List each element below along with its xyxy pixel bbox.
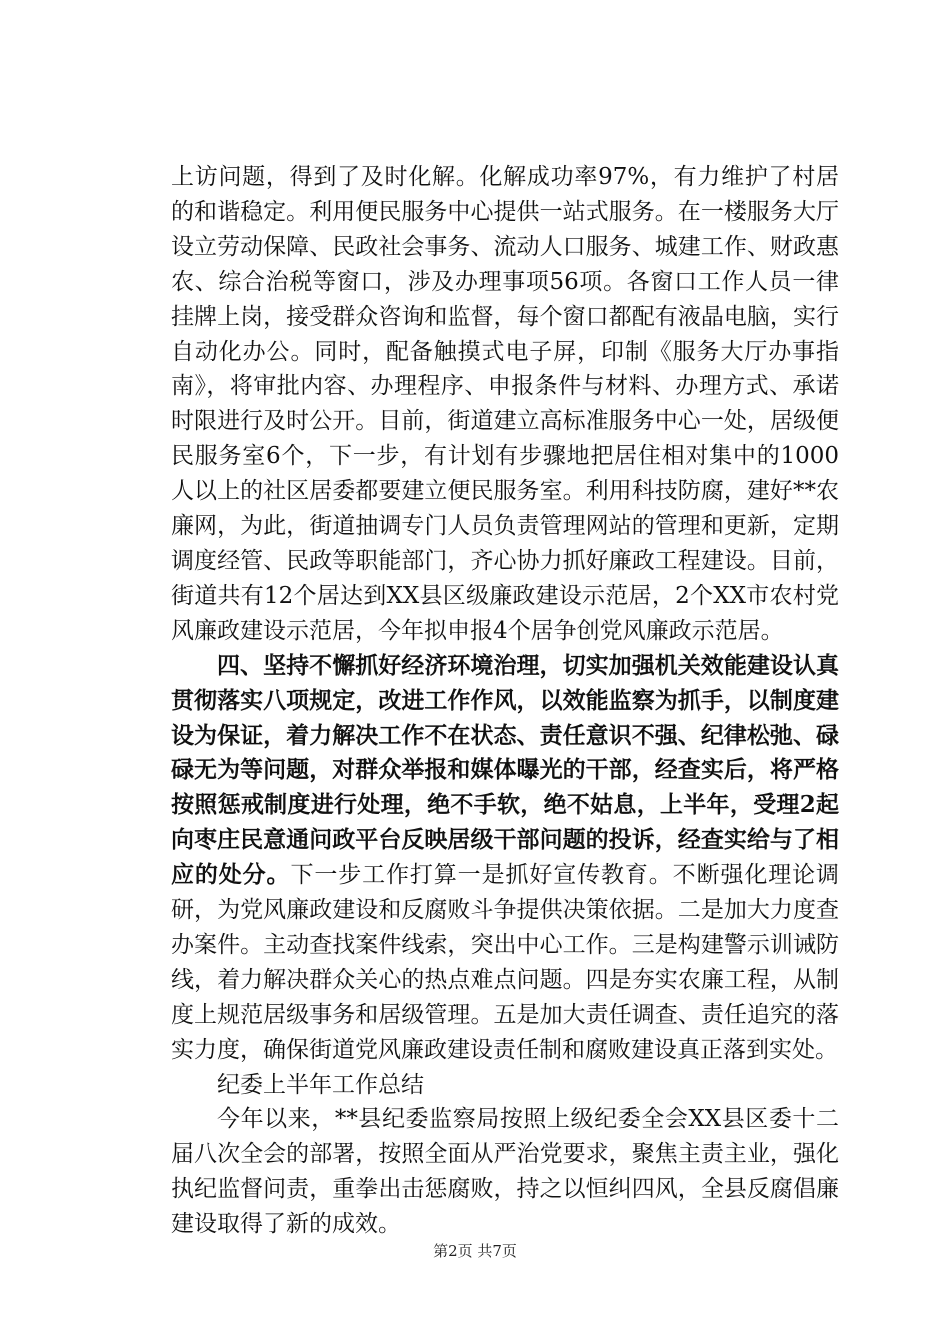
paragraph-2 [171, 649, 839, 1068]
page-number-footer: 第2页 共7页 [433, 1242, 517, 1260]
paragraph-1: 上访问题，得到了及时化解。化解成功率97%，有力维护了村居的和谐稳定。利用便民服务中心提供一站式服务。在一楼服务大厅设立劳动保障、民政社会事务、流动人口服务、城建工作、财政惠农、综合治税等窗口，涉及办理事项56项。各窗口工作人员一律挂牌上岗，接受群众咨询和监督，每个窗口都配有液晶电脑，实行自动化办公。同时，配备触摸式电子屏，印制《服务大厅办事指南》，将审批内容、办理程序、申报条件与材料、办理方式、承诺时限进行及时公开。目前，街道建立高标准服务中心一处，居级便民服务室6个，下一步，有计划有步骤地把居住相对集中的1000人以上的社区居委都要建立便民服务室。利用科技防腐，建好**农廉网，为此，街道抽调专门人员负责管理网站的管理和更新，定期调度经管、民政等职能部门，齐心协力抓好廉政工程建设。目前，街道共有12个居达到XX县区级廉政建设示范居，2个XX市农村党风廉政建设示范居，今年拟申报4个居争创党风廉政示范居。 [171, 164, 839, 644]
paragraph-2-normal-run: 下一步工作打算一是抓好宣传教育。不断强化理论调研，为党风廉政建设和反腐败斗争提供决策依据。二是加大力度查办案件。主动查找案件线索，突出中心工作。三是构建警示训诫防线，着力解决群众关心的热点难点问题。四是夯实农廉工程，从制度上规范居级事务和居级管理。五是加大责任调查、责任追究的落实力度，确保街道党风廉政建设责任制和腐败建设真正落到实处。 [171, 862, 840, 1063]
document-body [171, 160, 839, 1242]
paragraph-3: 今年以来，**县纪委监察局按照上级纪委全会XX县区委十二届八次全会的部署，按照全面从严治党要求，聚焦主责主业，强化执纪监督问责，重拳出击惩腐败，持之以恒纠四风，全县反腐倡廉建设取得了新的成效。 [171, 1106, 839, 1238]
paragraph-2-bold-run: 四、坚持不懈抓好经济环境治理，切实加强机关效能建设认真贯彻落实八项规定，改进工作作风，以效能监察为抓手，以制度建设为保证，着力解决工作不在状态、责任意识不强、纪律松弛、碌碌无为等问题，对群众举报和媒体曝光的干部，经查实后，将严格按照惩戒制度进行处理，绝不手软，绝不姑息，上半年，受理2起向枣庄民意通问政平台反映居级干部问题的投诉，经查实给与了相应的处分。 [171, 651, 839, 889]
section-heading: 纪委上半年工作总结 [217, 1071, 424, 1098]
